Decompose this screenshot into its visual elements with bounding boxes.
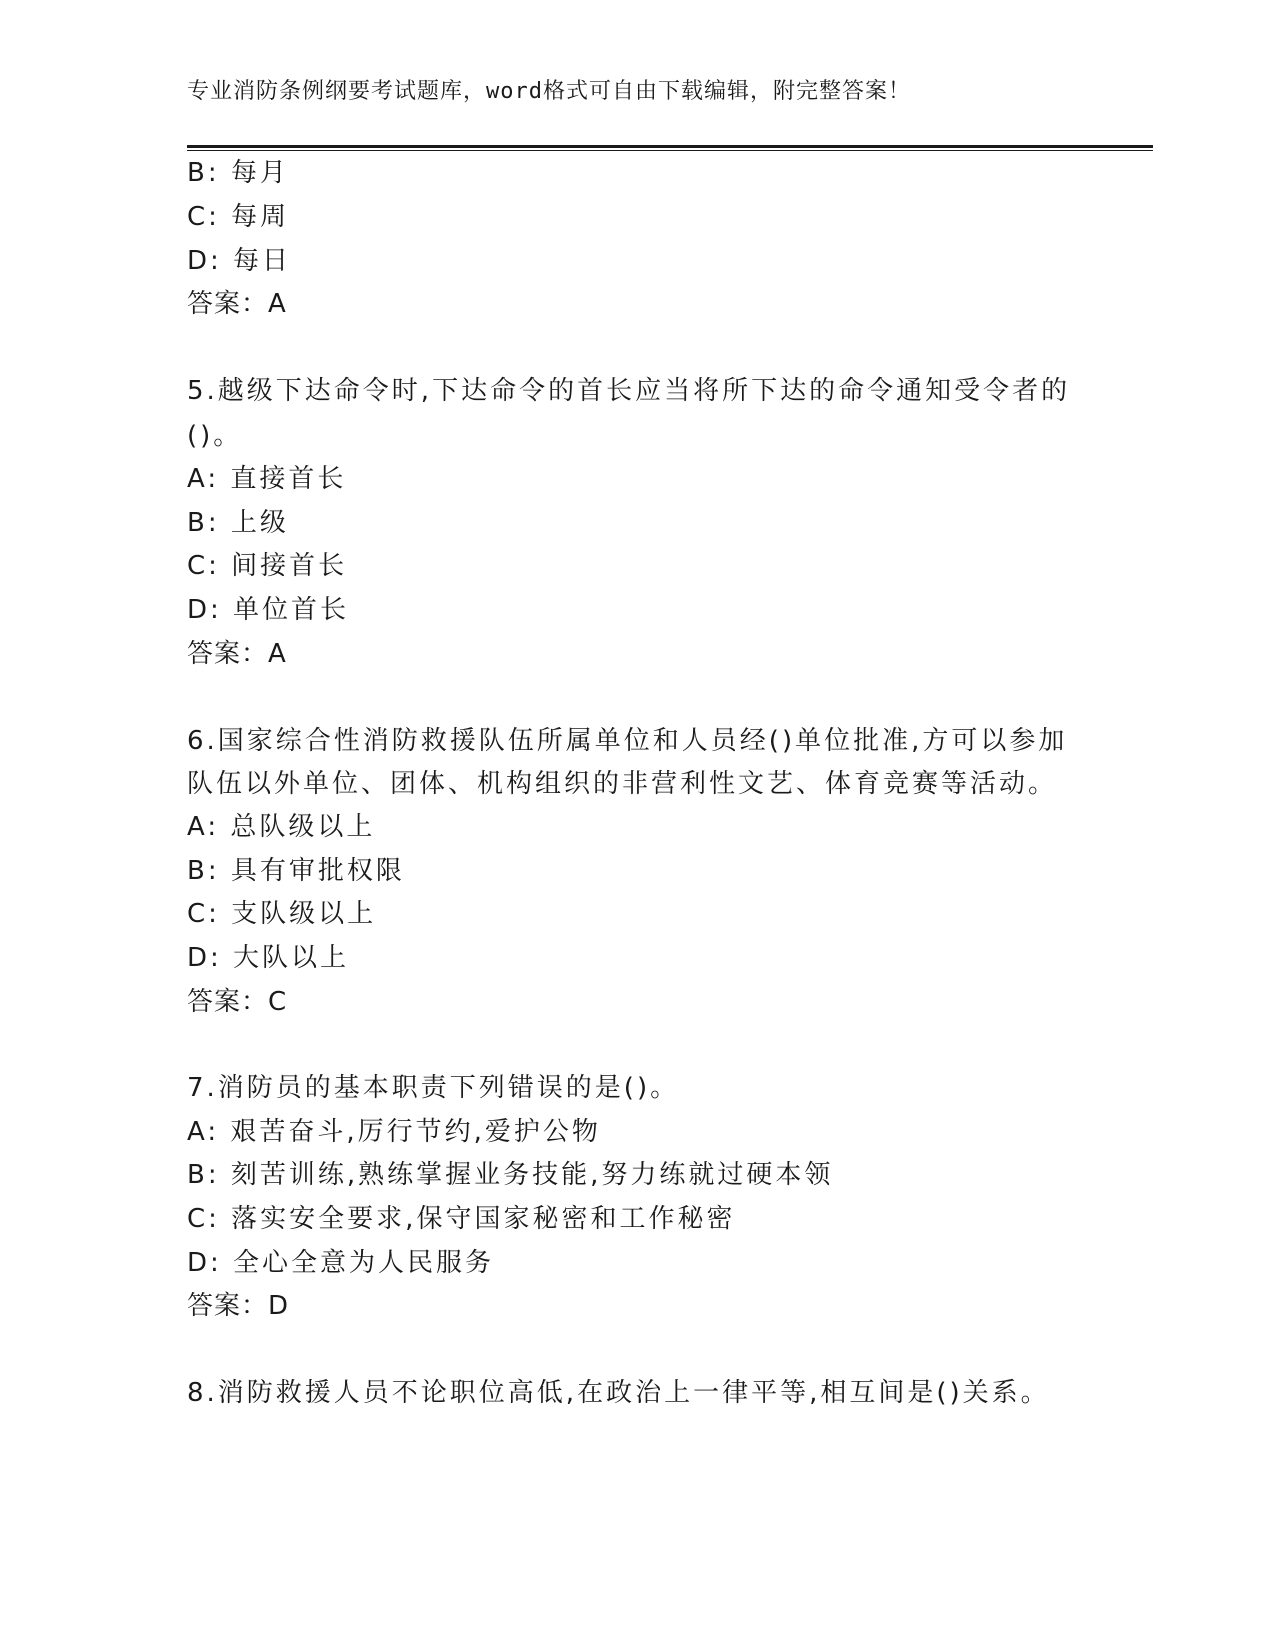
question-stem-cont: ()。 — [187, 421, 243, 451]
option-b: B: 具有审批权限 — [187, 856, 405, 886]
option-a: A: 直接首长 — [187, 464, 347, 494]
option-d: D: 每日 — [187, 246, 292, 276]
option-c: C: 每周 — [187, 202, 290, 232]
option-c: C: 支队级以上 — [187, 899, 377, 929]
page-header: 专业消防条例纲要考试题库，word格式可自由下载编辑，附完整答案！ — [187, 79, 911, 104]
option-a: A: 总队级以上 — [187, 812, 376, 842]
option-b: B: 刻苦训练,熟练掌握业务技能,努力练就过硬本领 — [187, 1160, 834, 1190]
answer: 答案：C — [187, 987, 288, 1017]
option-d: D: 单位首长 — [187, 595, 350, 625]
option-c: C: 间接首长 — [187, 551, 348, 581]
option-d: D: 大队以上 — [187, 943, 350, 973]
question-stem-cont: 队伍以外单位、团体、机构组织的非营利性文艺、体育竞赛等活动。 — [187, 769, 1058, 799]
option-b: B: 上级 — [187, 508, 289, 538]
header-rule-thin — [187, 150, 1153, 151]
question-stem: 5.越级下达命令时,下达命令的首长应当将所下达的命令通知受令者的 — [187, 376, 1071, 406]
option-d: D: 全心全意为人民服务 — [187, 1248, 495, 1278]
answer: 答案：A — [187, 639, 287, 669]
question-stem: 6.国家综合性消防救援队伍所属单位和人员经()单位批准,方可以参加 — [187, 726, 1068, 756]
header-rule-thick — [187, 145, 1153, 148]
question-stem: 7.消防员的基本职责下列错误的是()。 — [187, 1073, 680, 1103]
question-stem: 8.消防救援人员不论职位高低,在政治上一律平等,相互间是()关系。 — [187, 1378, 1050, 1408]
answer: 答案：A — [187, 289, 287, 319]
option-b: B: 每月 — [187, 158, 289, 188]
option-c: C: 落实安全要求,保守国家秘密和工作秘密 — [187, 1204, 736, 1234]
answer: 答案：D — [187, 1291, 290, 1321]
option-a: A: 艰苦奋斗,厉行节约,爱护公物 — [187, 1117, 601, 1147]
